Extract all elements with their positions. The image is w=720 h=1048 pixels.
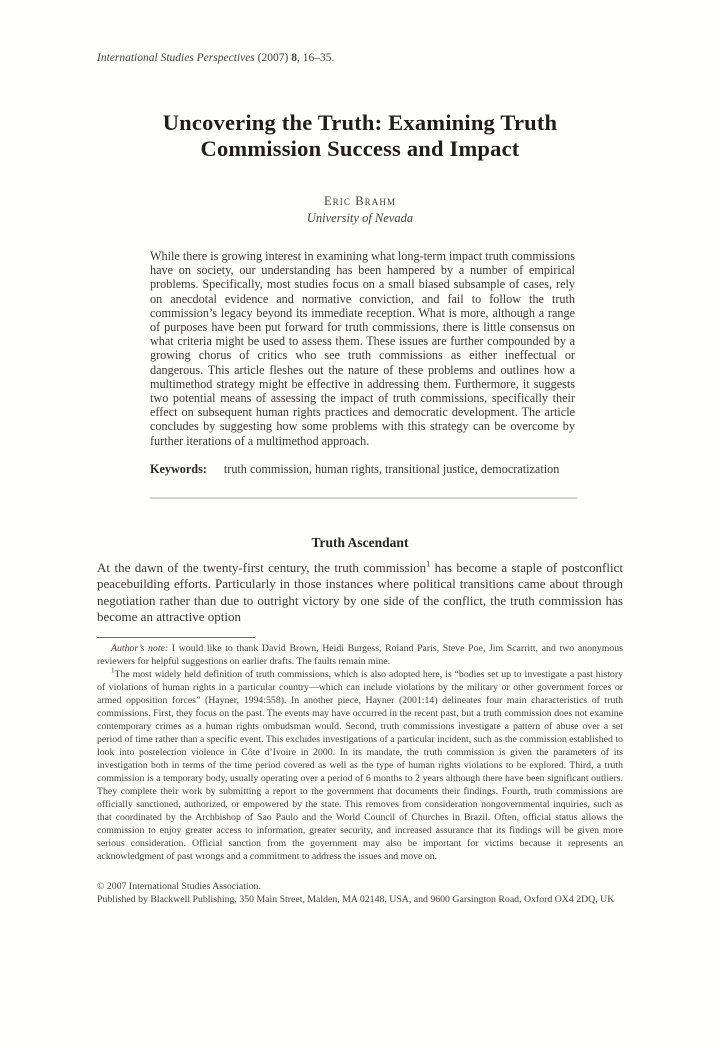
abstract-text: While there is growing interest in examining what long-term impact truth commissions have on society, our understanding has been hampered by a number of empirical problems. Specifically, most studies focus on a small biased subsample of cases, rely on anecdotal evidence and normative conviction, and fail to follow the truth commission’s legacy beyond its immediate reception. What is more, although a range of purposes have been put forward for truth commissions, there is little consensus on what criteria might be used to assess them. These issues are further compounded by a growing chorus of critics who see truth commissions as either ineffectual or dangerous. This article fleshes out the nature of these problems and outlines how a multimethod strategy might be effective in addressing them. Furthermore, it suggests two potential means of assessing the impact of truth commissions, specifically their effect on subsequent human rights practices and democratic development. The article concludes by suggesting how some problems with this strategy can be overcome by further iterations of a multimethod approach. <box>150 249 575 448</box>
authors-note-text: I would like to thank David Brown, Heidi Burgess, Roland Paris, Steve Poe, Jim Scarritt, and two anonymous reviewers for helpful suggestions on earlier drafts. The faults remain mine. <box>97 642 623 667</box>
publisher-line: Published by Blackwell Publishing, 350 Main Street, Malden, MA 02148, USA, and 9600 Garsington Road, Oxford OX4 2DQ, UK <box>97 893 615 905</box>
body-text-before-footnote: At the dawn of the twenty-first century, the truth commission <box>97 560 427 576</box>
footnote-separator-rule <box>97 637 255 638</box>
authors-note <box>97 642 623 668</box>
author-name: Eric Brahm <box>323 194 397 208</box>
title-line-2: Commission Success and Impact <box>200 136 520 161</box>
citation-volume: 8 <box>291 52 297 64</box>
abstract-divider-rule <box>150 497 577 499</box>
journal-name: International Studies Perspectives <box>97 52 255 64</box>
article-title <box>97 110 623 162</box>
footnotes-block <box>97 642 623 863</box>
copyright-line: © 2007 International Studies Association. <box>97 880 261 892</box>
authors-note-label: Author’s note: <box>111 642 169 654</box>
citation-pages: , 16–35. <box>296 52 335 64</box>
keywords-line <box>150 462 575 476</box>
footnote-1-marker: 1 <box>111 666 115 675</box>
journal-citation <box>97 52 623 64</box>
footnote-1 <box>97 668 623 863</box>
author-affiliation: University of Nevada <box>306 211 414 225</box>
body-text-after-footnote: has become a staple of postconflict peacebuilding efforts. Particularly in those instances where political transitions came about through negotiation rather than due to outright victory by one side of the conflict, the truth commission has become an attractive option <box>97 560 623 625</box>
keywords-list: truth commission, human rights, transitional justice, democratization <box>223 461 560 476</box>
body-paragraph <box>97 560 623 626</box>
footnote-1-text: The most widely held definition of truth commissions, which is also adopted here, is “bodies set up to investigate a past history of violations of human rights in a particular country—which can include violations by the military or other government forces or armed opposition forces” (Hayner, 1994:558). In another piece, Hayner (2001:14) delineates four main characteristics of truth commissions. First, they focus on the past. The events may have occurred in the recent past, but a truth commission does not examine contemporary crimes as a human rights ombudsman would. Second, truth commissions investigate a pattern of abuse over a set period of time rather than a specific event. This excludes investigations of a particular incident, such as the commission established to look into postelection violence in Côte d’Ivoire in 2000. In its mandate, the truth commission is given the parameters of its investigation both in terms of the time period covered as well as the type of human rights violations to be explored. Third, a truth commission is a temporary body, usually operating over a period of 6 months to 2 years although there have been significant outliers. They complete their work by submitting a report to the government that documents their findings. Fourth, truth commissions are officially sanctioned, authorized, or empowered by the state. This removes from consideration nongovernmental inquiries, such as that coordinated by the Archbishop of Sao Paulo and the World Council of Churches in Brazil. Often, official status allows the commission to enjoy greater access to information, greater security, and increased assurance that its findings will be given more serious consideration. Official sanction from the government may also be important for victims because it represents an acknowledgment of past wrongs and a commitment to address the issues and move on. <box>97 668 623 862</box>
citation-year: (2007) <box>254 52 292 64</box>
keywords-label: Keywords: <box>150 461 207 476</box>
footnote-reference-1: 1 <box>426 559 431 569</box>
page-footer <box>97 880 623 906</box>
section-heading-truth-ascendant: Truth Ascendant <box>311 535 409 551</box>
title-line-1: Uncovering the Truth: Examining Truth <box>162 110 558 135</box>
